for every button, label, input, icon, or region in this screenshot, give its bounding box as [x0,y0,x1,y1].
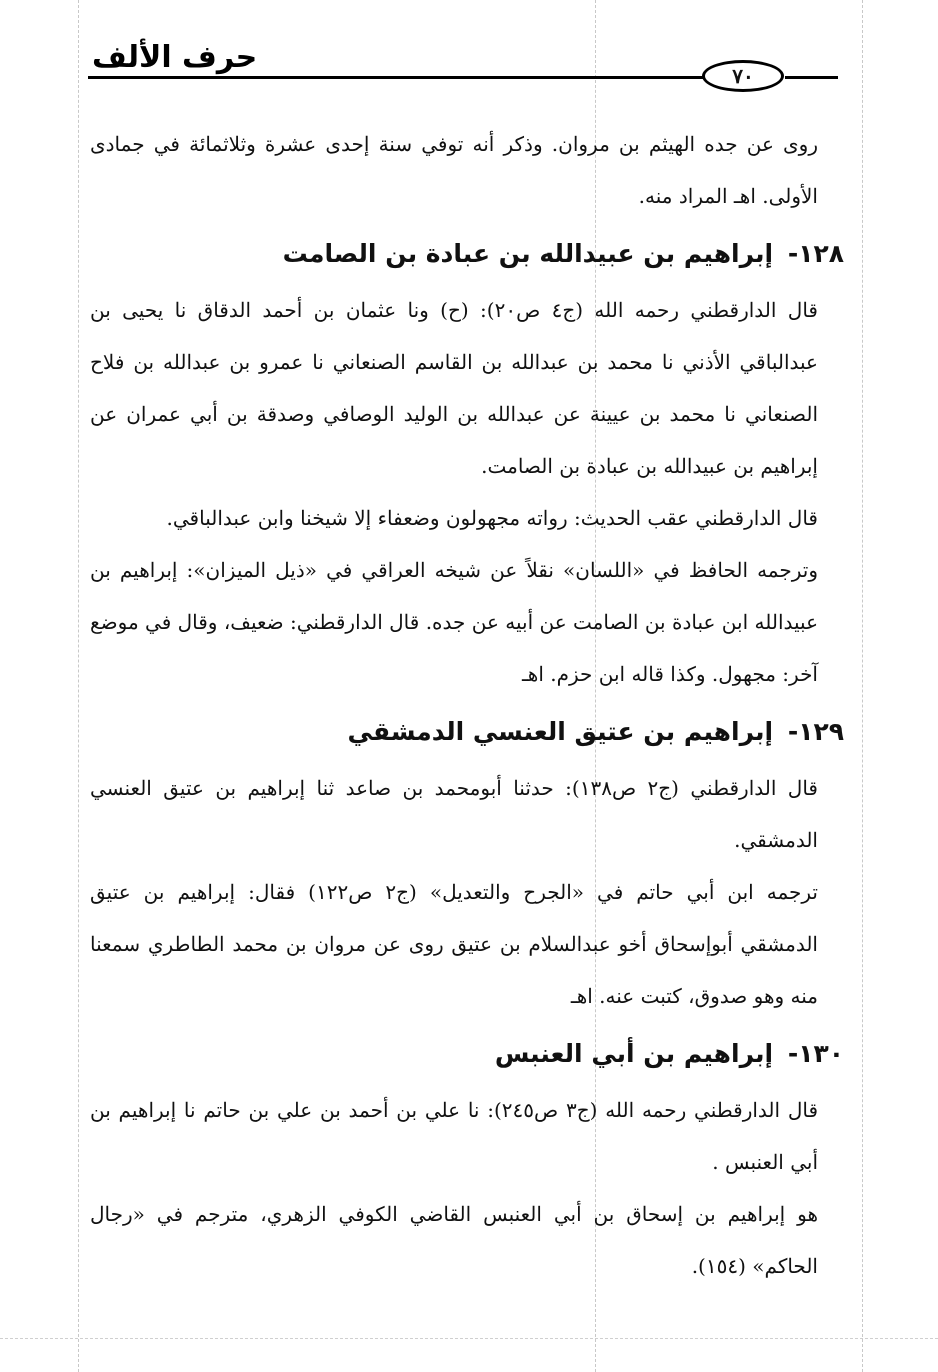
page-header [88,36,838,106]
scan-guide-line [78,0,79,1372]
intro-paragraph [90,118,818,222]
header-rule [785,76,838,79]
entry-number: ١٢٨- [787,239,844,268]
entry-heading [90,234,844,274]
entry-number: ١٣٠- [787,1039,844,1068]
entry-129 [90,712,844,1022]
page-body [90,118,844,1292]
entry-name: إبراهيم بن أبي العنبس [494,1039,774,1068]
intro-line: روى عن جده الهيثم بن مروان. وذكر أنه توفي سنة إحدى عشرة وثلاثمائة في [153,132,819,156]
entry-heading [90,1034,844,1074]
intro-line: جمادى الأولى. اهـ المراد منه. [90,132,818,208]
entry-paragraph: قال الدارقطني (ج٢ ص١٣٨): حدثنا أبومحمد بن صاعد ثنا إبراهيم بن عتيق العنسي الدمشقي. [90,776,818,852]
entry-paragraph: وترجمه الحافظ في «اللسان» نقلاً عن شيخه العراقي في «ذيل الميزان»: إبراهيم بن عبيدالله ابن عبادة بن الصامت عن أبيه عن جده. قال الدارقطني: ضعيف، وقال في موضع آخر: مجهول. وكذا قاله ابن حزم. اهـ [90,558,818,686]
entry-paragraph: قال الدارقطني رحمه الله (ج٤ ص٢٠): (ح) ونا عثمان بن أحمد الدقاق نا يحيى بن عبدالباقي الأذني نا محمد بن عبدالله بن القاسم الصنعاني نا عمرو بن عبدالله بن فلاح الصنعاني نا محمد بن عيينة عن عبدالله بن الوليد الوصافي وصدقة بن أبي عمران عن إبراهيم بن عبيدالله بن عبادة بن الصامت. [90,298,818,478]
entry-number: ١٢٩- [787,717,844,746]
header-rule [88,76,703,79]
entry-paragraph: هو إبراهيم بن إسحاق بن أبي العنبس القاضي الكوفي الزهري، مترجم في «رجال الحاكم» (١٥٤). [90,1202,818,1278]
entry-130 [90,1034,844,1292]
entry-128 [90,234,844,700]
page-number: ٧٠ [702,60,784,92]
entry-heading [90,712,844,752]
scan-guide-line [862,0,863,1372]
chapter-title: حرف الألف [92,40,258,75]
entry-name: إبراهيم بن عتيق العنسي الدمشقي [347,717,774,746]
entry-name: إبراهيم بن عبيدالله بن عبادة بن الصامت [282,239,774,268]
entry-paragraph: قال الدارقطني عقب الحديث: رواته مجهولون وضعفاء إلا شيخنا وابن عبدالباقي. [166,506,818,530]
scan-guide-line [0,1338,938,1339]
entry-paragraph: ترجمه ابن أبي حاتم في «الجرح والتعديل» (ج٢ ص١٢٢) فقال: إبراهيم بن عتيق الدمشقي أبوإسحاق أخو عبدالسلام بن عتيق روى عن مروان بن محمد الطاطري سمعنا منه وهو صدوق، كتبت عنه. اهـ [90,880,818,1008]
entry-paragraph: قال الدارقطني رحمه الله (ج٣ ص٢٤٥): نا علي بن أحمد بن علي بن حاتم نا إبراهيم بن أبي العنبس . [90,1098,818,1174]
